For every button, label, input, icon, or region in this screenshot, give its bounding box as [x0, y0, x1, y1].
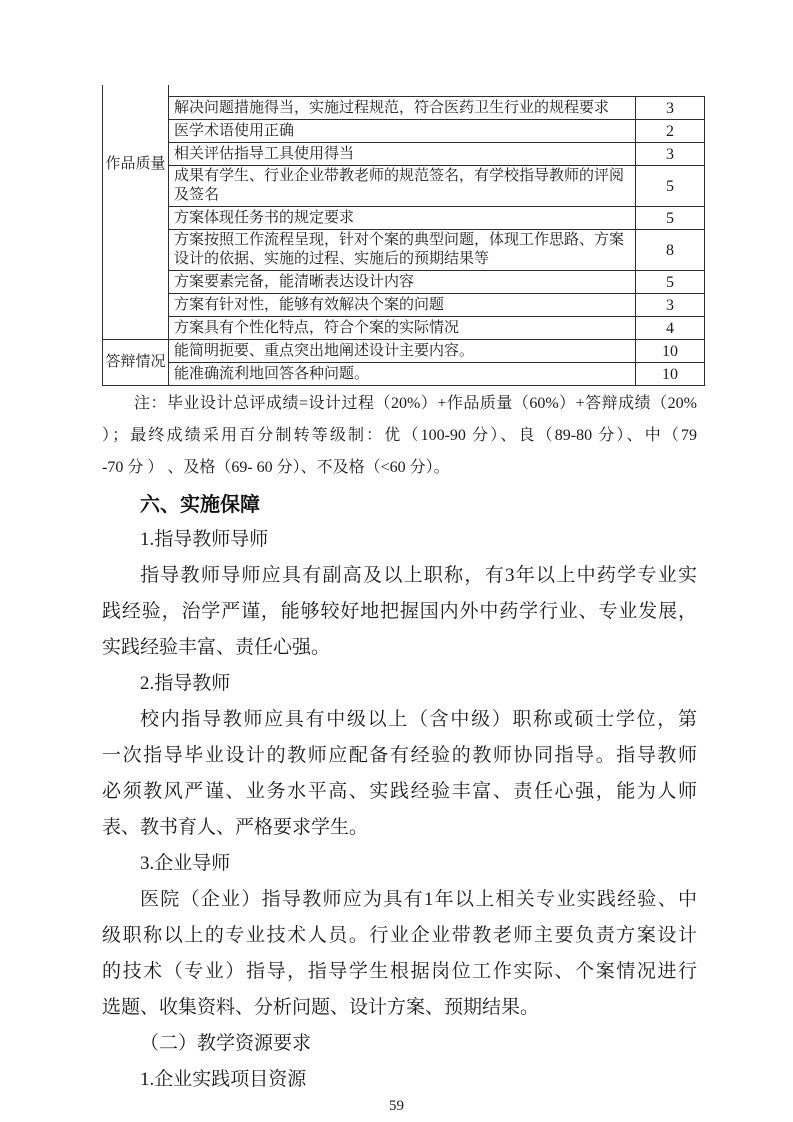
- score-cell: 8: [636, 230, 705, 271]
- table-row: [103, 271, 705, 294]
- table-row: [103, 97, 705, 120]
- table-row: [103, 317, 705, 340]
- score-cell: 5: [636, 207, 705, 230]
- score-cell: 3: [636, 143, 705, 166]
- table-row: [103, 294, 705, 317]
- body-text-line: 的技术（专业）指导，指导学生根据岗位工作实际、个案情况进行: [102, 961, 697, 982]
- section-body: [102, 522, 697, 1098]
- score-cell: 5: [636, 271, 705, 294]
- score-cell: 5: [636, 166, 705, 207]
- grading-note: [102, 388, 697, 484]
- score-cell: 10: [636, 363, 705, 386]
- score-cell: 10: [636, 340, 705, 363]
- page-number: 59: [389, 1098, 404, 1114]
- row-group-label: 作品质量: [103, 97, 169, 340]
- body-text-line: 一次指导毕业设计的教师应配备有经验的教师协同指导。指导教师: [102, 745, 697, 766]
- body-text-line: 实践经验丰富、责任心强。: [102, 637, 331, 658]
- table-row: [103, 230, 705, 271]
- criterion-cell: 相关评估指导工具使用得当: [169, 143, 636, 166]
- criterion-cell: 能简明扼要、重点突出地阐述设计主要内容。: [169, 340, 636, 363]
- body-text-line: 选题、收集资料、分析问题、设计方案、预期结果。: [102, 997, 540, 1018]
- table-row: [103, 166, 705, 207]
- body-text-line: 医院（企业）指导教师应为具有1年以上相关专业实践经验、中: [140, 889, 697, 910]
- table-row: [103, 340, 705, 363]
- score-cell: 3: [636, 97, 705, 120]
- score-table: [102, 96, 705, 386]
- note-line: 注：毕业设计总评成绩=设计过程（20%）+作品质量（60%）+答辩成绩（20%: [134, 395, 697, 412]
- criterion-cell: 方案具有个性化特点，符合个案的实际情况: [169, 317, 636, 340]
- body-text-line: 表、教书育人、严格要求学生。: [102, 817, 369, 838]
- body-text-line: （二）教学资源要求: [140, 1033, 312, 1054]
- body-text-line: 指导教师导师应具有副高及以上职称，有3年以上中药学专业实: [140, 565, 697, 586]
- body-text-line: 践经验，治学严谨，能够较好地把握国内外中药学行业、专业发展，: [102, 601, 697, 622]
- criterion-cell: 能准确流利地回答各种问题。: [169, 363, 636, 386]
- score-cell: 3: [636, 294, 705, 317]
- body-text-line: 1.企业实践项目资源: [140, 1069, 307, 1090]
- criterion-cell: 方案按照工作流程呈现，针对个案的典型问题，体现工作思路、方案设计的依据、实施的过程、实施后的预期结果等: [169, 230, 636, 271]
- table-row: [103, 363, 705, 386]
- criterion-cell: 方案要素完备，能清晰表达设计内容: [169, 271, 636, 294]
- criterion-cell: 医学术语使用正确: [169, 120, 636, 143]
- table-row: [103, 207, 705, 230]
- body-text-line: 1.指导教师导师: [140, 529, 269, 550]
- criterion-cell: 方案体现任务书的规定要求: [169, 207, 636, 230]
- table-row: [103, 120, 705, 143]
- criterion-cell: 方案有针对性，能够有效解决个案的问题: [169, 294, 636, 317]
- evaluation-score-table: [102, 85, 697, 383]
- section-heading: 六、实施保障: [140, 494, 260, 516]
- table-row: [103, 143, 705, 166]
- note-line: ）；最终成绩采用百分制转等级制：优（100-90 分）、良（89-80 分）、中（79: [102, 427, 697, 444]
- row-group-label: 答辩情况: [103, 340, 169, 386]
- score-cell: 4: [636, 317, 705, 340]
- body-text-line: 必须教风严谨、业务水平高、实践经验丰富、责任心强，能为人师: [102, 781, 697, 802]
- criterion-cell: 解决问题措施得当，实施过程规范，符合医药卫生行业的规程要求: [169, 97, 636, 120]
- body-text-line: 级职称以上的专业技术人员。行业企业带教老师主要负责方案设计: [102, 925, 697, 946]
- note-line: -70 分 ） 、及格（69- 60 分）、不及格（<60 分）。: [102, 459, 450, 476]
- body-text-line: 2.指导教师: [140, 673, 231, 694]
- criterion-cell: 成果有学生、行业企业带教老师的规范签名，有学校指导教师的评阅及签名: [169, 166, 636, 207]
- score-cell: 2: [636, 120, 705, 143]
- score-table-body: [103, 97, 705, 386]
- body-text-line: 3.企业导师: [140, 853, 231, 874]
- body-text-line: 校内指导教师应具有中级以上（含中级）职称或硕士学位，第: [140, 709, 697, 730]
